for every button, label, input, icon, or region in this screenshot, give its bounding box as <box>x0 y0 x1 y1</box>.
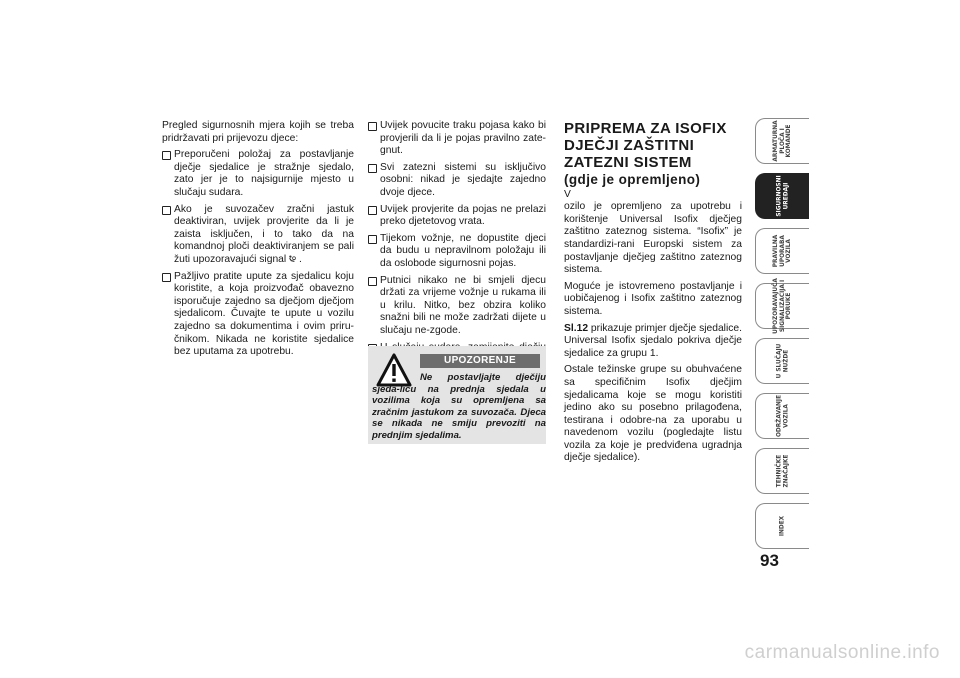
checkbox-bullet-icon <box>162 206 171 215</box>
checkbox-bullet-icon <box>368 164 377 173</box>
paragraph-3: Sl.12 prikazuje primjer dječje sjedalice. Universal Isofix sjedalo pokriva dječje sjedalice za grupu 1. <box>564 322 742 359</box>
figure-reference: Sl.12 <box>564 322 589 334</box>
tab-sigurnosni-uredaji[interactable]: SIGURNOSNI UREĐAJI <box>755 173 809 219</box>
footer-watermark: carmanualsonline.info <box>744 642 940 663</box>
paragraph-2: Moguće je istovremeno postavljanje i uobičajenog i Isofix zaštitno zateznog sistema. <box>564 280 742 317</box>
tab-u-slucaju-nuzde[interactable]: U SLUČAJU NUŽDE <box>755 338 809 384</box>
airbag-warning-icon <box>288 255 296 263</box>
list-item: Svi zatezni sistemi su isključivo osobni: nikad je sjedajte zajedno dvoje djece. <box>368 162 546 200</box>
list-item: Pažljivo pratite upute za sjedalicu koju koristite, a koja proizvođač obavezno isporučuje zajedno sa dječjom dječjom sjedalicom. Čuvajte te upute u vozilu zajedno sa dokumentima i ovim priru-čnikom. Nikada ne koristite sjedalice bez uputama za upotrebu. <box>162 271 354 359</box>
warning-box <box>368 346 546 444</box>
tab-odrzavanje-vozila[interactable]: ODRŽAVANJE VOZILA <box>755 393 809 439</box>
drop-cap: V <box>564 188 571 200</box>
intro-paragraph: Pregled sigurnosnih mjera kojih se treba pridržavati pri prijevozu djece: <box>162 120 354 144</box>
safety-list-1 <box>162 149 354 359</box>
paragraph-1: ozilo je opremljeno za upotrebu i korištenje Universal Isofix dječjeg zaštitno zateznog sistema. “Isofix” je standardizi-rani Europski sistem za postavljanje dječjeg zaštitno zateznog sistema. <box>564 201 742 276</box>
checkbox-bullet-icon <box>162 273 171 282</box>
checkbox-bullet-icon <box>368 122 377 131</box>
checkbox-bullet-icon <box>368 277 377 286</box>
safety-list-2 <box>368 120 546 367</box>
list-item: Uvijek povucite traku pojasa kako bi provjerili da li je pojas pravilno zate-gnut. <box>368 120 546 158</box>
checkbox-bullet-icon <box>368 235 377 244</box>
column-left <box>162 120 354 363</box>
tab-index[interactable]: INDEX <box>755 503 809 549</box>
tab-tehnicke-znacajke[interactable]: TEHNIČKE ZNAČAJKE <box>755 448 809 494</box>
list-item: Putnici nikako ne bi smjeli djecu držati za vrijeme vožnje u rukama ili u krilu. Nitko, bez obzira koliko snažni bili ne može zadržati dijete u slučaju ne-zgode. <box>368 275 546 338</box>
tab-pravilna-uporaba[interactable]: PRAVILNA UPORABA VOZILA <box>755 228 809 274</box>
list-item: Preporučeni položaj za postavljanje dječje sjedalice je stražnje sjedalo, zato jer je to najsigurnije mjesto u slučaju sudara. <box>162 149 354 199</box>
tab-armaturna-ploca[interactable]: ARMATURNA PLOČA I KOMANDE <box>755 118 809 164</box>
chapter-tabs <box>755 118 809 558</box>
warning-text: Ne postavljajte dječiju sjeda-licu na prednja sjedala u vozilima koja su opremljena sa zračnim jastukom za suvozača. Djeca se nikada ne smiju prevoziti na prednjim sjedalima. <box>372 372 546 441</box>
column-middle <box>368 120 546 371</box>
list-item: Tijekom vožnje, ne dopustite djeci da budu u nepravilnom položaju ili da oslobode sigurnosni pojas. <box>368 233 546 271</box>
tab-upozoravajuca-signalizacija[interactable]: UPOZORAVAJUĆA SIGNALIZACIJA I PORUKE <box>755 283 809 329</box>
column-right <box>564 120 742 469</box>
checkbox-bullet-icon <box>368 206 377 215</box>
section-subtitle: (gdje je opremljeno) <box>564 172 701 187</box>
section-title: PRIPREMA ZA ISOFIX DJEČJI ZAŠTITNI ZATEZNI SISTEM <box>564 120 727 171</box>
list-item: Ako je suvozačev zračni jastuk deaktiviran, uvijek provjerite da li je zaista isključen, i to tako da na komandnoj ploči deaktiviranjem se pali žuti upozoravajući signal . <box>162 204 354 267</box>
warning-header: UPOZORENJE <box>420 354 540 368</box>
list-item: Uvijek provjerite da pojas ne prelazi preko djetetovog vrata. <box>368 204 546 229</box>
checkbox-bullet-icon <box>162 151 171 160</box>
page-number: 93 <box>760 551 779 570</box>
paragraph-4: Ostale težinske grupe su obuhvaćene sa specifičnim Isofix dječjim sjedalicama koje se mogu koristiti jedino ako su posebno prilagođena, testirana i odobre-na za uporabu u navedenom vozilu (pogledajte listu vozila za koje je predviđena ugradnja dječje sjedalice). <box>564 364 742 464</box>
